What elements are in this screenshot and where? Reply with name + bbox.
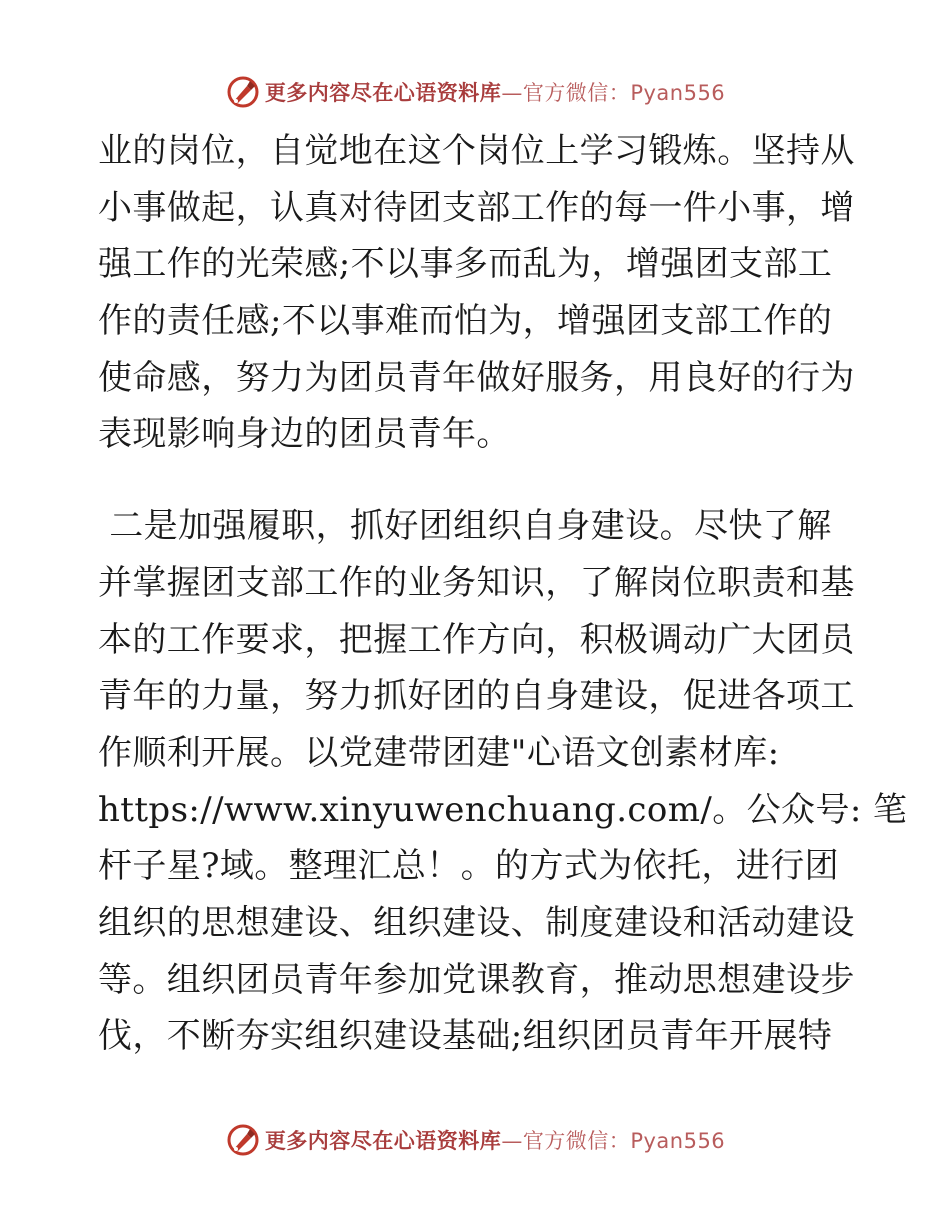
text-line: 业的岗位，自觉地在这个岗位上学习锻炼。坚持从 — [98, 131, 855, 171]
footer-text — [265, 1125, 725, 1155]
text-line: 并掌握团支部工作的业务知识，了解岗位职责和基 — [98, 562, 855, 603]
footer-wechat-label: 官方微信： — [522, 1129, 631, 1153]
text-line: 作顺利开展。以党建带团建"心语文创素材库: — [98, 732, 780, 773]
paragraph-1 — [98, 123, 858, 463]
paragraph-2 — [98, 498, 908, 1065]
text-line: 杆子星?域。整理汇总！。的方式为依托，进行团 — [98, 846, 840, 887]
text-line: 强工作的光荣感;不以事多而乱为，增强团支部工 — [98, 244, 833, 285]
footer-site-name: 更多内容尽在心语资料库 — [264, 1129, 502, 1153]
text-line-url: https://www.xinyuwenchuang.com/。公众号: 笔 — [98, 789, 908, 830]
text-line: 等。组织团员青年参加党课教育，推动思想建设步 — [98, 959, 855, 1000]
text-line: 作的责任感;不以事难而怕为，增强团支部工作的 — [98, 301, 833, 342]
header-text — [265, 77, 725, 107]
footer-banner — [0, 1120, 950, 1160]
text-line: 小事做起，认真对待团支部工作的每一件小事，增 — [98, 187, 855, 228]
text-line: 组织的思想建设、组织建设、制度建设和活动建设 — [98, 902, 855, 943]
footer-dash: — — [501, 1129, 523, 1153]
footer-wechat-id: Pyan556 — [630, 1129, 726, 1153]
text-line: 表现影响身边的团员青年。 — [98, 414, 511, 455]
header-wechat-label: 官方微信： — [522, 81, 631, 105]
text-line: 本的工作要求，把握工作方向，积极调动广大团员 — [98, 619, 855, 660]
text-line: 使命感，努力为团员青年做好服务，用良好的行为 — [98, 357, 855, 398]
document-body — [98, 123, 908, 1065]
pen-logo-icon — [225, 74, 261, 110]
text-line: 二是加强履职，抓好团组织自身建设。尽快了解 — [98, 506, 832, 547]
header-banner — [0, 72, 950, 112]
text-line: 青年的力量，努力抓好团的自身建设，促进各项工 — [98, 676, 855, 717]
pen-logo-icon — [225, 1122, 261, 1158]
header-dash: — — [501, 81, 523, 105]
header-wechat-id: Pyan556 — [630, 81, 726, 105]
paragraph-gap — [98, 463, 858, 498]
header-site-name: 更多内容尽在心语资料库 — [264, 81, 502, 105]
text-line: 伐，不断夯实组织建设基础;组织团员青年开展特 — [98, 1016, 833, 1057]
